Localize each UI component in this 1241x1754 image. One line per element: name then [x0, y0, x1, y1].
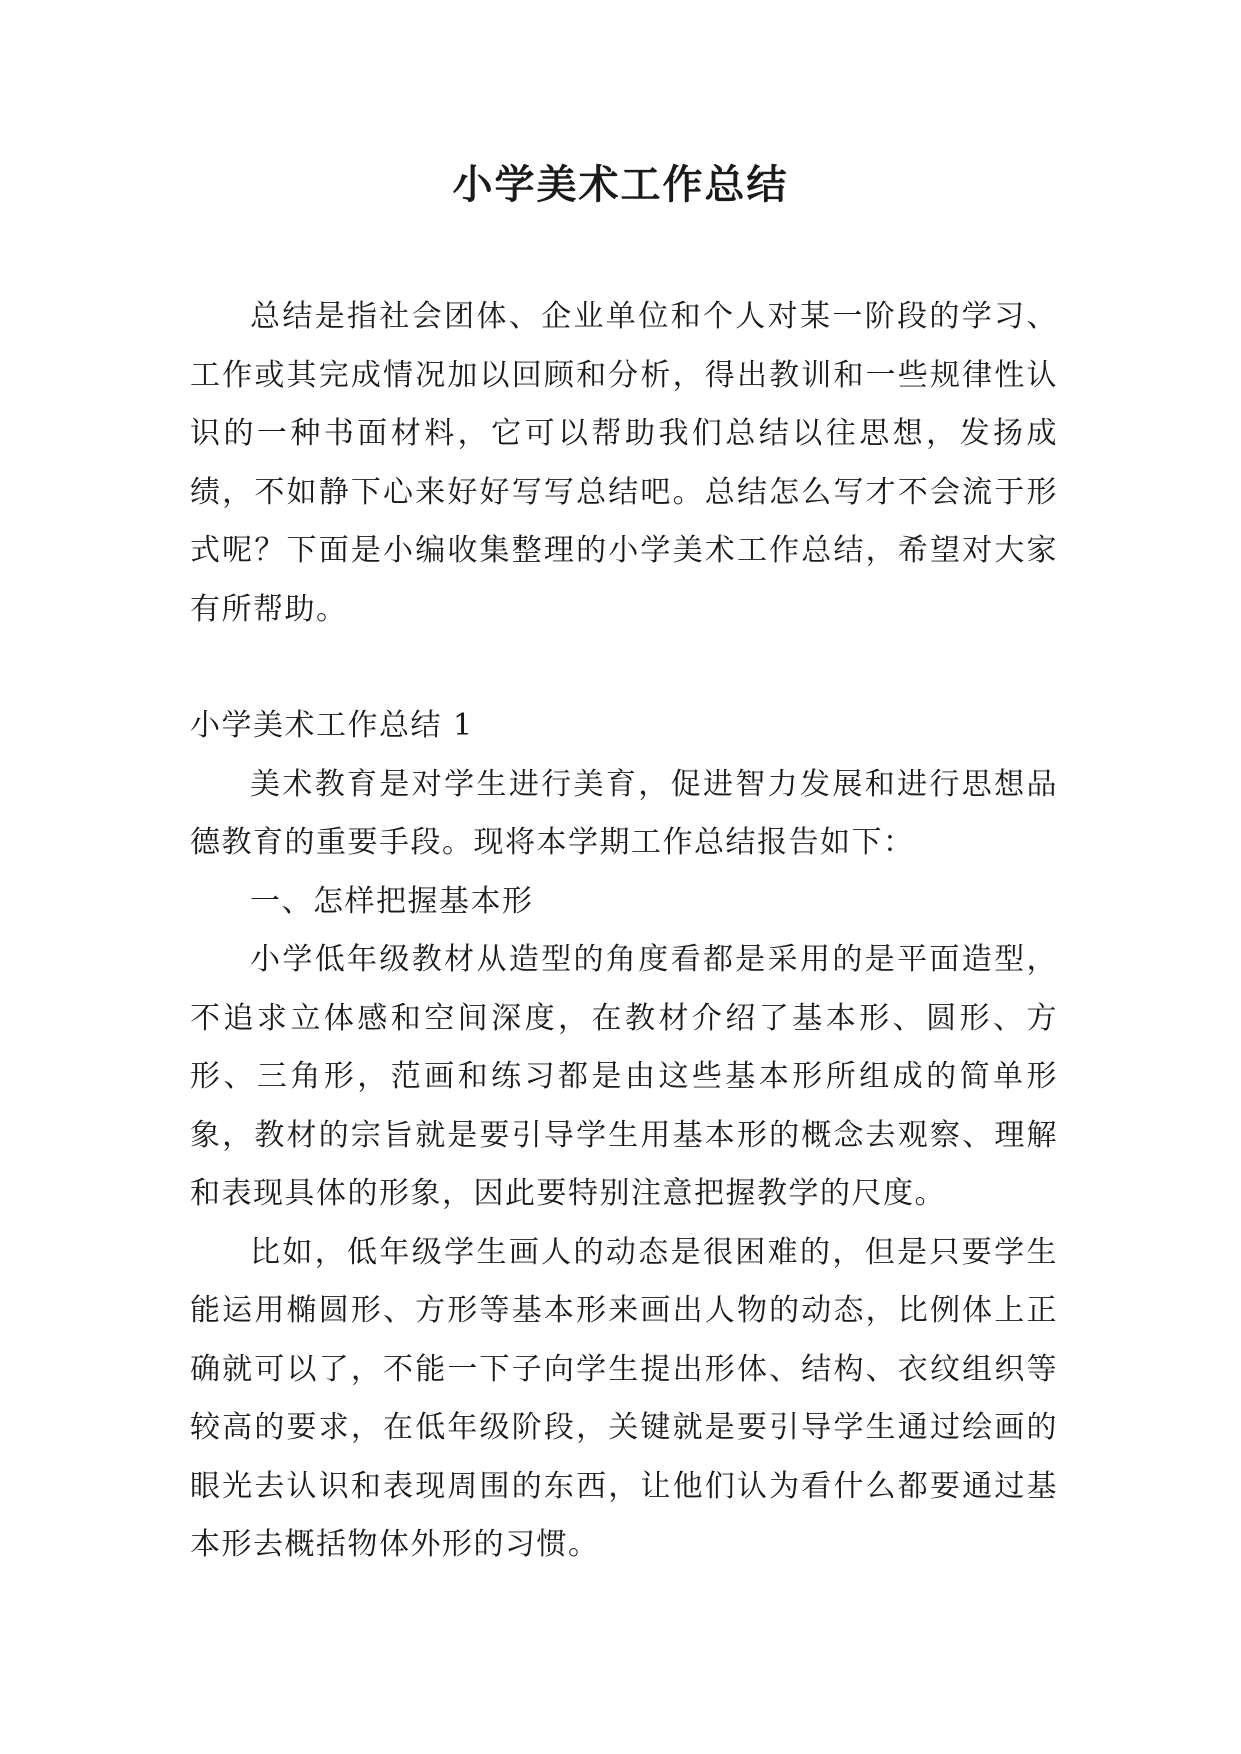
document-body: [190, 288, 1058, 1575]
subsection-heading: 一、怎样把握基本形: [250, 883, 534, 919]
body-paragraph-1: 美术教育是对学生进行美育，促进智力发展和进行思想品德教育的重要手段。现将本学期工作总结报告如下：: [190, 766, 1058, 860]
document-title: 小学美术工作总结: [452, 161, 789, 208]
body-paragraph-3: 比如，低年级学生画人的动态是很困难的，但是只要学生能运用椭圆形、方形等基本形来画出人物的动态，比例体上正确就可以了，不能一下子向学生提出形体、结构、衣纹组织等较高的要求，在低年级阶段，关键就是要引导学生通过绘画的眼光去认识和表现周围的东西，让他们认为看什么都要通过基本形去概括物体外形的习惯。: [190, 1234, 1058, 1562]
body-paragraph-2: 小学低年级教材从造型的角度看都是采用的是平面造型，不追求立体感和空间深度，在教材介绍了基本形、圆形、方形、三角形，范画和练习都是由这些基本形所组成的简单形象，教材的宗旨就是要引导学生用基本形的概念去观察、理解和表现具体的形象，因此要特别注意把握教学的尺度。: [190, 942, 1058, 1211]
section-title: 小学美术工作总结 1: [190, 708, 474, 743]
intro-paragraph: 总结是指社会团体、企业单位和个人对某一阶段的学习、工作或其完成情况加以回顾和分析，得出教训和一些规律性认识的一种书面材料，它可以帮助我们总结以往思想，发扬成绩，不如静下心来好好写写总结吧。总结怎么写才不会流于形式呢？下面是小编收集整理的小学美术工作总结，希望对大家有所帮助。: [190, 299, 1058, 627]
